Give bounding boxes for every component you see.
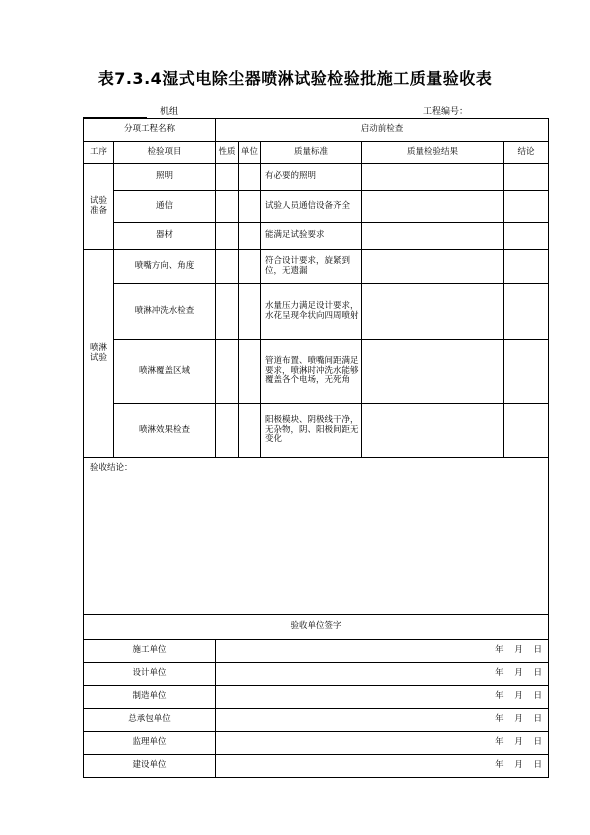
project-no-label: 工程编号： <box>423 107 469 117</box>
check-item: 通信 <box>114 191 216 223</box>
sign-row <box>84 686 549 709</box>
conclusion-area[interactable] <box>84 458 549 615</box>
check-item: 喷淋效果检查 <box>114 404 216 458</box>
unit-cell <box>239 223 261 250</box>
sign-date[interactable]: 年 月 日 <box>216 663 549 686</box>
sign-date[interactable]: 年 月 日 <box>216 755 549 778</box>
table-row <box>84 340 549 404</box>
sign-unit-label: 监理单位 <box>84 732 216 755</box>
col-header-unit: 单位 <box>239 142 261 164</box>
table-row <box>84 164 549 191</box>
conclusion-cell[interactable] <box>504 250 549 284</box>
page-title: 表7.3.4湿式电除尘器喷淋试验检验批施工质量验收表 <box>97 69 493 88</box>
sign-header-row <box>84 615 549 640</box>
unit-label: 机组 <box>160 107 179 117</box>
quality-standard: 阳极模块、阴极线干净，无杂物，阴、阳极间距无变化 <box>261 404 362 458</box>
unit-cell <box>239 284 261 340</box>
unit-cell <box>239 404 261 458</box>
unit-cell <box>239 340 261 404</box>
nature-cell <box>216 191 239 223</box>
table-row <box>84 404 549 458</box>
nature-cell <box>216 404 239 458</box>
table-row <box>84 223 549 250</box>
sign-date[interactable]: 年 月 日 <box>216 686 549 709</box>
sign-date[interactable]: 年 月 日 <box>216 640 549 663</box>
sub-project-row <box>84 119 549 142</box>
check-item: 喷嘴方向、角度 <box>114 250 216 284</box>
sign-row <box>84 755 549 778</box>
sign-row <box>84 663 549 686</box>
col-header-result: 质量检验结果 <box>362 142 504 164</box>
quality-standard: 有必要的照明 <box>261 164 362 191</box>
quality-standard: 能满足试验要求 <box>261 223 362 250</box>
check-item: 喷淋覆盖区域 <box>114 340 216 404</box>
conclusion-row <box>84 458 549 615</box>
sign-header: 验收单位签字 <box>84 615 549 640</box>
sign-unit-label: 总承包单位 <box>84 709 216 732</box>
result-cell[interactable] <box>362 284 504 340</box>
nature-cell <box>216 250 239 284</box>
group-name-spray: 喷淋 试验 <box>84 250 114 458</box>
sign-unit-label: 制造单位 <box>84 686 216 709</box>
unit-cell <box>239 250 261 284</box>
sign-date[interactable]: 年 月 日 <box>216 732 549 755</box>
check-item: 喷淋冲洗水检查 <box>114 284 216 340</box>
conclusion-cell[interactable] <box>504 164 549 191</box>
col-header-item: 检验项目 <box>114 142 216 164</box>
sub-project-value: 启动前检查 <box>216 119 549 142</box>
nature-cell <box>216 284 239 340</box>
column-header-row <box>84 142 549 164</box>
sign-row <box>84 640 549 663</box>
conclusion-cell[interactable] <box>504 340 549 404</box>
result-cell[interactable] <box>362 223 504 250</box>
col-header-standard: 质量标准 <box>261 142 362 164</box>
nature-cell <box>216 164 239 191</box>
acceptance-table <box>83 118 549 778</box>
quality-standard: 试验人员通信设备齐全 <box>261 191 362 223</box>
conclusion-cell[interactable] <box>504 284 549 340</box>
nature-cell <box>216 223 239 250</box>
unit-cell <box>239 164 261 191</box>
sign-date[interactable]: 年 月 日 <box>216 709 549 732</box>
result-cell[interactable] <box>362 404 504 458</box>
sign-row <box>84 709 549 732</box>
check-item: 器材 <box>114 223 216 250</box>
check-item: 照明 <box>114 164 216 191</box>
unit-cell <box>239 191 261 223</box>
table-row <box>84 191 549 223</box>
sign-unit-label: 设计单位 <box>84 663 216 686</box>
quality-standard: 符合设计要求，旋紧到位，无遗漏 <box>261 250 362 284</box>
col-header-process: 工序 <box>84 142 114 164</box>
sign-unit-label: 施工单位 <box>84 640 216 663</box>
sub-project-label: 分项工程名称 <box>84 119 216 142</box>
group-name-prep: 试验 准备 <box>84 164 114 250</box>
col-header-conclusion: 结论 <box>504 142 549 164</box>
table-row <box>84 284 549 340</box>
sign-unit-label: 建设单位 <box>84 755 216 778</box>
nature-cell <box>216 340 239 404</box>
result-cell[interactable] <box>362 340 504 404</box>
conclusion-cell[interactable] <box>504 404 549 458</box>
quality-standard: 管道布置、喷嘴间距满足要求，喷淋时冲洗水能够覆盖各个电场，无死角 <box>261 340 362 404</box>
conclusion-cell[interactable] <box>504 223 549 250</box>
result-cell[interactable] <box>362 191 504 223</box>
conclusion-label: 验收结论： <box>90 463 133 473</box>
conclusion-cell[interactable] <box>504 191 549 223</box>
quality-standard: 水量压力满足设计要求，水花呈现伞状向四周喷射 <box>261 284 362 340</box>
result-cell[interactable] <box>362 250 504 284</box>
result-cell[interactable] <box>362 164 504 191</box>
col-header-nature: 性质 <box>216 142 239 164</box>
sign-row <box>84 732 549 755</box>
table-row <box>84 250 549 284</box>
